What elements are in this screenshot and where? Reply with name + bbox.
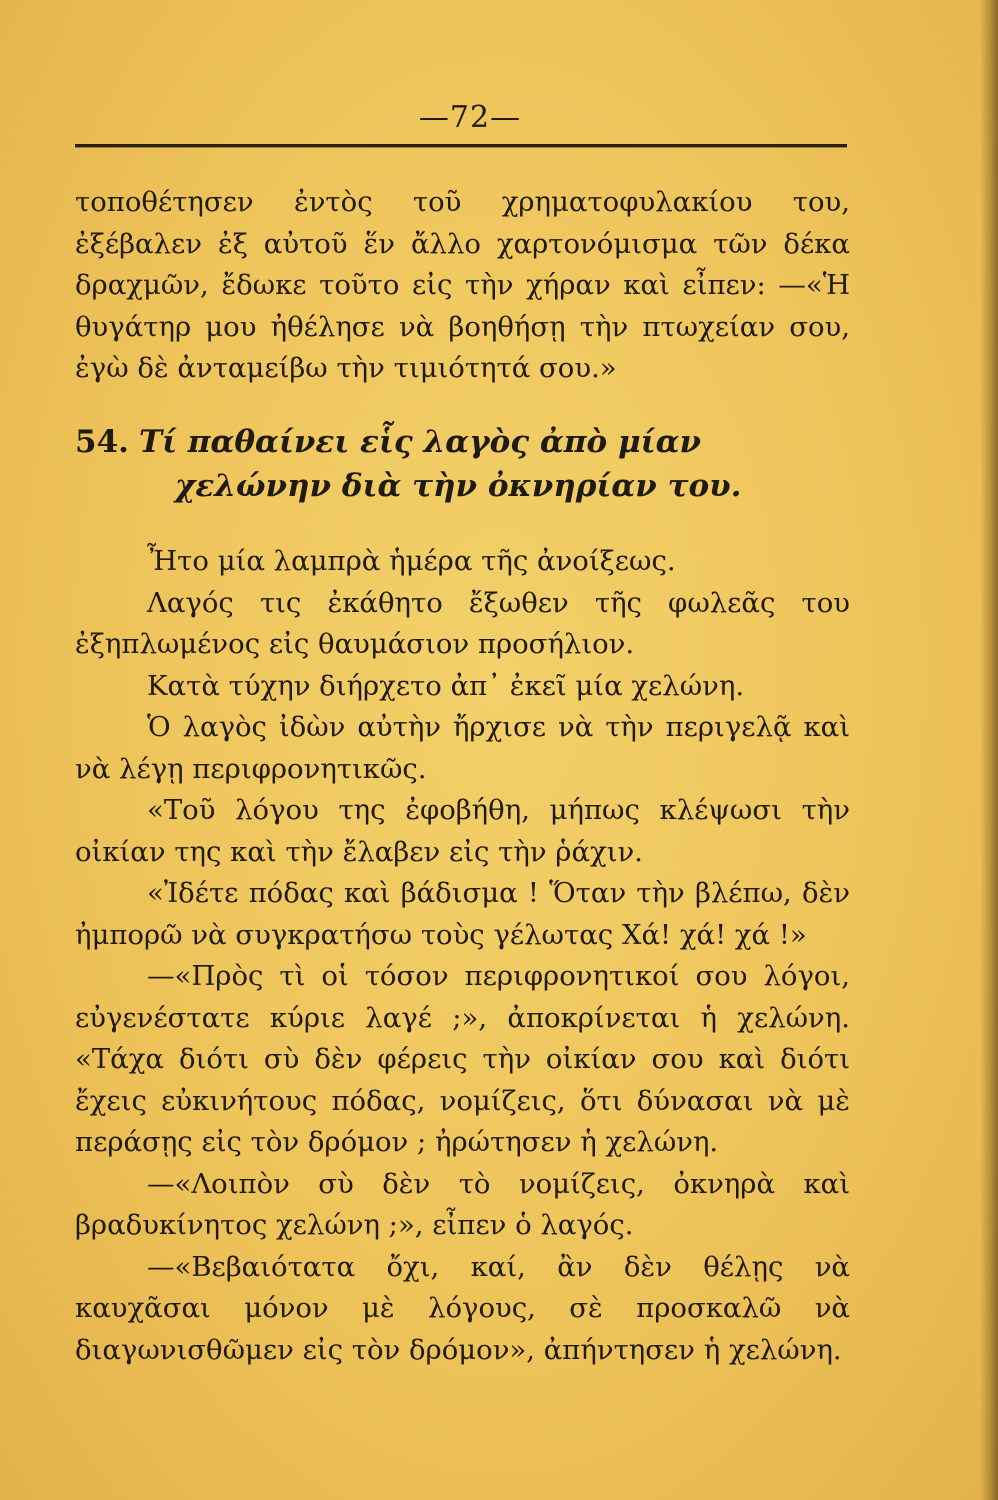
intro-paragraph: τοποθέτησεν ἐντὸς τοῦ χρηματοφυλακίου του, ἐξέβαλεν ἐξ αὐτοῦ ἕν ἄλλο χαρτονόμισμα τῶν δέκα δραχμῶν, ἔδωκε τοῦτο εἰς τὴν χήραν καὶ εἶπεν: —«Ἡ θυγάτηρ μου ἠθέλησε νὰ βοηθήσῃ τὴν πτωχείαν σου, ἐγὼ δὲ ἀνταμείβω τὴν τιμιότητά σου.» <box>75 186 850 384</box>
section-title-line-2: χελώνην διὰ τὴν ὀκνηρίαν του. <box>175 468 742 504</box>
story-paragraph: —«Πρὸς τὶ οἱ τόσον περιφρονητικοί σου λόγοι, εὐγενέστατε κύριε λαγέ ;», ἀποκρίνεται ἡ χελώνη. «Τάχα διότι σὺ δὲν φέρεις τὴν οἰκίαν σου καὶ διότι ἔχεις εὐκινήτους πόδας, νομίζεις, ὅτι δύνασαι νὰ μὲ περάσῃς εἰς τὸν δρόμον ; ἠρώτησεν ἡ χελώνη. <box>75 960 850 1158</box>
section-title-line-1: Τί παθαίνει εἷς λαγὸς ἀπὸ μίαν <box>138 424 702 460</box>
story-paragraph: Ἦτο μία λαμπρὰ ἡμέρα τῆς ἀνοίξεως. <box>147 545 676 577</box>
story-paragraph: —«Βεβαιότατα ὄχι, καί, ἂν δὲν θέλῃς νὰ καυχᾶσαι μόνον μὲ λόγους, σὲ προσκαλῶ νὰ διαγωνισθῶμεν εἰς τὸν δρόμον», ἀπήντησεν ἡ χελώνη. <box>75 1250 850 1366</box>
story-paragraph: Κατὰ τύχην διήρχετο ἀπ᾽ ἐκεῖ μία χελώνη. <box>147 669 745 702</box>
header-rule <box>75 144 847 147</box>
story-paragraph: Λαγός τις ἐκάθητο ἔξωθεν τῆς φωλεᾶς του ἐξηπλωμένος εἰς θαυμάσιον προσήλιον. <box>75 586 850 660</box>
page-number: —72— <box>418 100 522 135</box>
intro-text-block <box>75 182 850 390</box>
page-edge-shadow <box>980 0 998 1500</box>
section-number: 54. <box>75 424 129 460</box>
story-paragraph: Ὁ λαγὸς ἰδὼν αὐτὴν ἤρχισε νὰ τὴν περιγελᾷ καὶ νὰ λέγῃ περιφρονητικῶς. <box>75 711 850 785</box>
story-paragraph: «Ἰδέτε πόδας καὶ βάδισμα ! Ὅταν τὴν βλέπω, δὲν ἠμπορῶ νὰ συγκρατήσω τοὺς γέλωτας Χά! χά! χά !» <box>75 877 850 951</box>
story-text-block <box>75 541 850 1371</box>
section-heading <box>75 420 850 508</box>
story-paragraph: —«Λοιπὸν σὺ δὲν τὸ νομίζεις, ὀκνηρὰ καὶ βραδυκίνητος χελώνη ;», εἶπεν ὁ λαγός. <box>75 1167 850 1241</box>
story-paragraph: «Τοῦ λόγου της ἐφοβήθη, μήπως κλέψωσι τὴν οἰκίαν της καὶ τὴν ἔλαβεν εἰς τὴν ῥάχιν. <box>75 794 850 868</box>
